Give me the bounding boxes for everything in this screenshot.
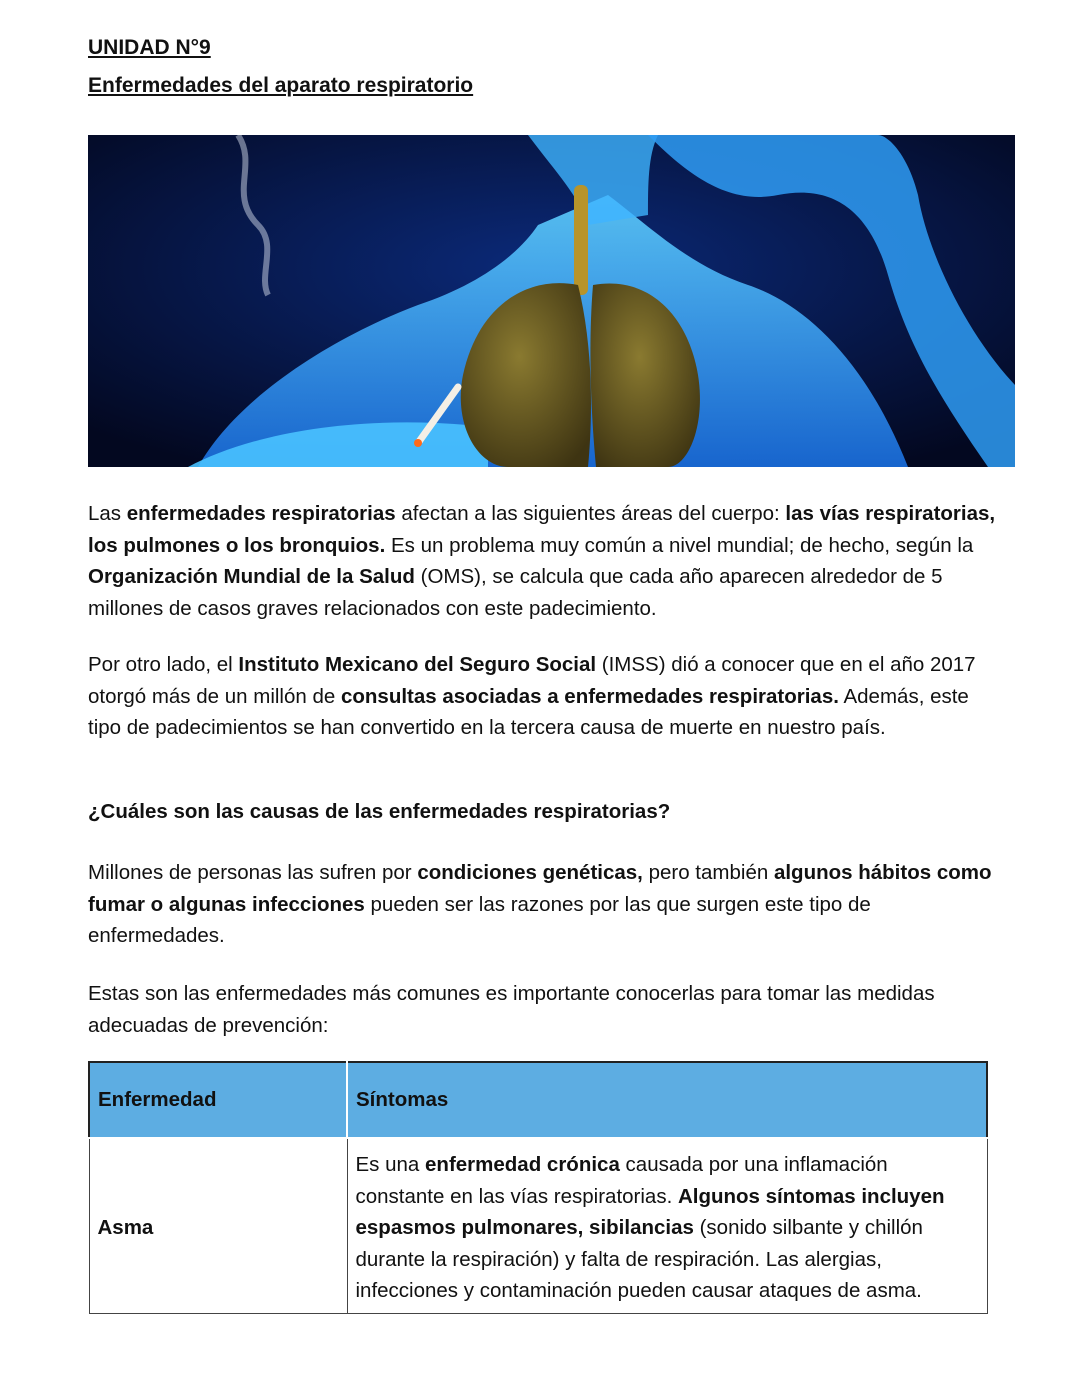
smoker-lungs-illustration <box>88 135 1015 467</box>
imss-paragraph: Por otro lado, el Instituto Mexicano del Seguro Social (IMSS) dió a conocer que en el año 2017 otorgó más de un millón de consultas asociadas a enfermedades respiratorias. Además, este tipo de padecimientos se han convertido en la tercera causa de muerte en nuestro país. <box>88 653 976 739</box>
table-header-row <box>89 1062 987 1138</box>
intro-paragraph: Las enfermedades respiratorias afectan a las siguientes áreas del cuerpo: las vías respiratorias, los pulmones o los bronquios. Es un problema muy común a nivel mundial; de hecho, según la Organización Mundial de la Salud (OMS), se calcula que cada año aparecen alrededor de 5 millones de casos graves relacionados con este padecimiento. <box>88 502 996 620</box>
diseases-table <box>88 1061 988 1314</box>
header-disease: Enfermedad <box>89 1062 347 1138</box>
unit-title: UNIDAD N°9 <box>88 36 211 59</box>
table-row <box>89 1138 987 1313</box>
common-diseases-paragraph: Estas son las enfermedades más comunes es importante conocerlas para tomar las medidas adecuadas de prevención: <box>88 982 935 1037</box>
disease-name: Asma <box>89 1138 347 1313</box>
header-symptoms: Síntomas <box>347 1062 987 1138</box>
unit-subtitle: Enfermedades del aparato respiratorio <box>88 74 474 97</box>
causes-paragraph: Millones de personas las sufren por condiciones genéticas, pero también algunos hábitos como fumar o algunas infecciones pueden ser las razones por las que surgen este tipo de enfermedades. <box>88 861 992 947</box>
causes-heading: ¿Cuáles son las causas de las enfermedades respiratorias? <box>88 800 671 823</box>
disease-symptoms: Es una enfermedad crónica causada por una inflamación constante en las vías respiratorias. Algunos síntomas incluyen espasmos pulmonares, sibilancias (sonido silbante y chillón durante la respiración) y falta de respiración. Las alergias, infecciones y contaminación pueden causar ataques de asma. <box>347 1138 987 1313</box>
